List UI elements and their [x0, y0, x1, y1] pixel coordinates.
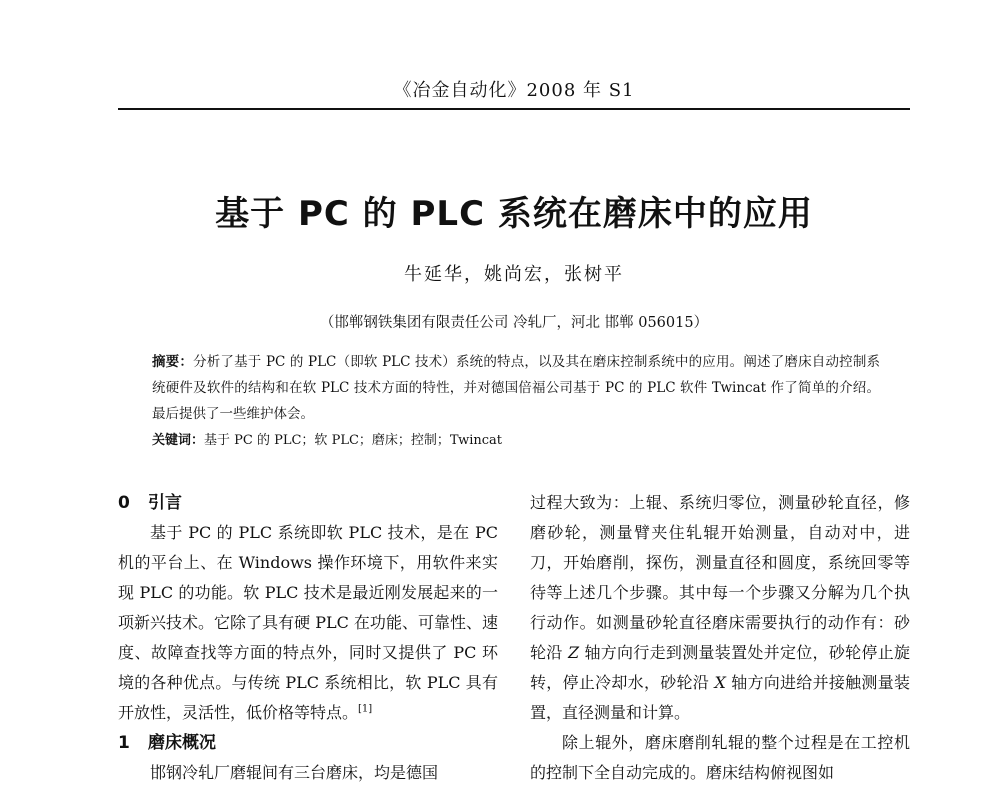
paragraph-automation: 除上辊外，磨床磨削轧辊的整个过程是在工控机的控制下全自动完成的。磨床结构俯视图如: [530, 733, 910, 782]
section-number: 0: [118, 493, 130, 513]
paragraph-text: 过程大致为：上辊、系统归零位，测量砂轮直径，修磨砂轮，测量臂夹住轧辊开始测量，自动对中，进刀，开始磨削，探伤，测量直径和圆度，系统回零等待等上述几个步骤。其中每一个步骤又分解为几个执行动作。如测量砂轮直径磨床需要执行的动作有：砂轮沿: [530, 493, 910, 662]
affiliation: （邯郸钢铁集团有限责任公司 冷轧厂，河北 邯郸 056015）: [319, 315, 709, 331]
left-column: [118, 488, 498, 788]
keywords: [152, 430, 880, 452]
header-rule: [118, 108, 910, 110]
paragraph-text: 基于 PC 的 PLC 系统即软 PLC 技术，是在 PC 机的平台上、在 Windows 操作环境下，用软件来实现 PLC 的功能。软 PLC 技术是最近刚发展起来的一项新兴技术。它除了具有硬 PLC 在功能、可靠性、速度、故障查找等方面的特点外，同时又提供了 PC 环境的各种优点。与传统 PLC 系统相比，软 PLC 具有开放性，灵活性，低价格等特点。: [118, 523, 498, 722]
axis-label-x: X: [714, 673, 726, 692]
section-number: 1: [118, 733, 130, 753]
abstract-text: 分析了基于 PC 的 PLC（即软 PLC 技术）系统的特点，以及其在磨床控制系统中的应用。阐述了磨床自动控制系统硬件及软件的结构和在软 PLC 技术方面的特性，并对德国倍福公司基于 PC 的 PLC 软件 Twincat 作了简单的介绍。最后提供了一些维护体会。: [152, 354, 881, 422]
paper-title: 基于 PC 的 PLC 系统在磨床中的应用: [215, 194, 813, 234]
paragraph-text: 轴方向进给并接触测量装置，直径测量和计算。: [530, 673, 910, 722]
section-heading-intro: [118, 488, 498, 518]
authors: 牛延华，姚尚宏，张树平: [404, 264, 624, 285]
journal-header: 《冶金自动化》2008 年 S1: [393, 80, 635, 101]
paragraph-process: [530, 488, 910, 728]
citation-ref: [1]: [358, 703, 373, 715]
paragraph-intro: [118, 518, 498, 728]
section-title: 磨床概况: [148, 733, 216, 753]
paragraph-grinder: 邯钢冷轧厂磨辊间有三台磨床，均是德国: [150, 763, 439, 782]
keywords-text: 基于 PC 的 PLC；软 PLC；磨床；控制；Twincat: [204, 433, 503, 448]
abstract: [152, 349, 880, 427]
axis-label-z: Z: [567, 643, 580, 662]
section-heading-grinder: [118, 728, 498, 758]
section-title: 引言: [148, 493, 182, 513]
abstract-label: 摘要：: [152, 354, 194, 370]
keywords-label: 关键词：: [152, 433, 205, 448]
right-column: [530, 488, 910, 788]
paragraph-text: 轴方向行走到测量装置处并定位，砂轮停止旋转，停止冷却水，砂轮沿: [530, 643, 910, 692]
